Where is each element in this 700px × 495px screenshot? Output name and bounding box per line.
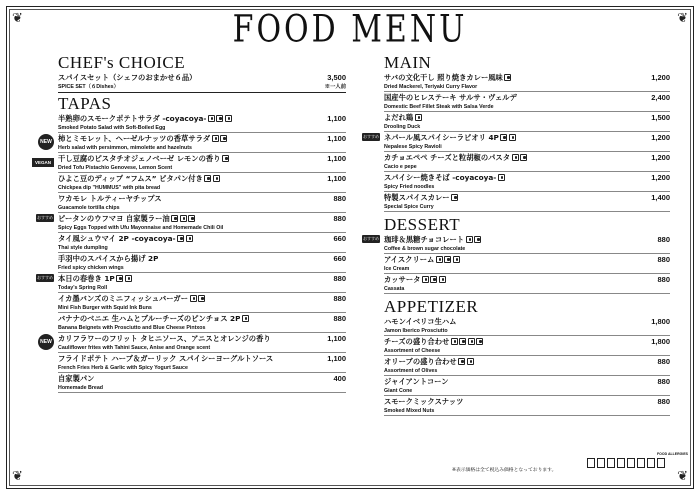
menu-item — [58, 253, 346, 273]
menu-item-name: よだれ鶏 — [384, 112, 414, 122]
menu-item-price: 660 — [333, 234, 346, 243]
allergen-icon — [430, 276, 437, 283]
menu-item — [384, 356, 670, 376]
menu-item — [384, 112, 670, 132]
menu-item — [384, 376, 670, 396]
chef-item-note: ※一人前 — [324, 84, 346, 90]
menu-item — [58, 113, 346, 133]
menu-item-name: スモークミックスナッツ — [384, 396, 464, 406]
menu-item-name: 干し豆腐のピスタチオジェノベーゼ レモンの香り — [58, 153, 221, 163]
menu-item-name: カッサータ — [384, 274, 421, 284]
allergen-icon — [208, 115, 215, 122]
menu-item-price: 880 — [657, 397, 670, 406]
menu-item-price: 660 — [333, 254, 346, 263]
chef-item-price: 3,500 — [327, 73, 346, 82]
menu-item-en: Banana Beignets with Prosciutto and Blue Cheese Pintxos — [58, 325, 206, 331]
menu-item-price: 1,200 — [651, 173, 670, 182]
menu-item — [58, 173, 346, 193]
menu-item — [58, 353, 346, 373]
menu-item-en: Homemade Bread — [58, 385, 104, 391]
menu-item — [58, 293, 346, 313]
menu-item-en: Spicy Fried noodles — [384, 184, 435, 190]
chef-item-en: SPICE SET（６Dishes） — [58, 84, 119, 90]
allergen-icon — [637, 458, 645, 468]
menu-item-name: アイスクリーム — [384, 254, 435, 264]
chef-item — [58, 72, 346, 83]
menu-item-en: Today's Spring Roll — [58, 285, 108, 291]
menu-item — [384, 72, 670, 92]
allergen-icon — [617, 458, 625, 468]
allergen-icon — [116, 275, 123, 282]
allergen-icon — [180, 215, 187, 222]
chef-item-name: スパイスセット（シェフのおまかせ６品） — [58, 72, 197, 82]
menu-item-price: 1,100 — [327, 334, 346, 343]
allergen-icon — [627, 458, 635, 468]
tax-note: ※表示価格は全て税込み価格となっております。 — [452, 468, 557, 473]
new-badge: NEW — [38, 334, 54, 350]
menu-item-name: 半熟卵のスモークポテトサラダ -coyacoya- — [58, 113, 207, 123]
menu-item — [384, 92, 670, 112]
allergen-icon — [500, 134, 507, 141]
allergen-icon — [458, 358, 465, 365]
menu-item-price: 880 — [657, 357, 670, 366]
allergen-icon — [213, 175, 220, 182]
tapas-heading: TAPAS — [58, 94, 112, 113]
new-badge: NEW — [38, 134, 54, 150]
menu-item — [34, 153, 346, 173]
menu-item-en: Giant Cone — [384, 388, 413, 394]
menu-item-price: 2,400 — [651, 93, 670, 102]
allergen-icon — [177, 235, 184, 242]
corner-ornament-icon: ❦ — [677, 469, 688, 484]
allergen-icon — [476, 338, 483, 345]
main-list — [362, 72, 670, 212]
allergen-icon — [225, 115, 232, 122]
menu-item-en: Assortment of Cheese — [384, 348, 441, 354]
menu-item — [384, 254, 670, 274]
main-heading: MAIN — [384, 53, 432, 72]
allergen-icon — [204, 175, 211, 182]
allergen-icon — [415, 114, 422, 121]
menu-item-name: スパイシー焼きそば -coyacoya- — [384, 172, 497, 182]
chefs-choice-heading: CHEF's CHOICE — [58, 53, 186, 72]
menu-item-name: タイ風シュウマイ 2P -coyacoya- — [58, 233, 176, 243]
menu-item — [384, 152, 670, 172]
menu-item-en: Jamon Iberico Prosciutto — [384, 328, 448, 334]
corner-ornament-icon: ❦ — [12, 469, 23, 484]
menu-item-name: ネパール風スパイシーラビオリ 4P — [384, 132, 499, 142]
allergen-icon — [171, 215, 178, 222]
menu-item-en: French Fries Herb & Garlic with Spicy Yogurt Sauce — [58, 365, 188, 371]
menu-item-en: Herb salad with persimmon, mimolette and hazelnuts — [58, 145, 192, 151]
menu-item — [58, 233, 346, 253]
allergen-icon — [587, 458, 595, 468]
menu-item-name: カチョエペペ チーズと粒胡椒のパスタ — [384, 152, 511, 162]
menu-item-name: 自家製パン — [58, 373, 95, 383]
menu-item-price: 1,800 — [651, 337, 670, 346]
menu-item-name: 手羽中のスパイスから揚げ 2P — [58, 253, 159, 263]
menu-item-en: Smoked Potato Salad with Soft-Boiled Egg — [58, 125, 166, 131]
menu-item-name: ピータンのウフマヨ 自家製ラー油 — [58, 213, 170, 223]
menu-item-en: Spicy Eggs Topped with Ufu Mayonnaise and Homemade Chili Oil — [58, 225, 224, 231]
allergen-icon — [597, 458, 605, 468]
allergy-legend — [587, 458, 665, 468]
menu-item-price: 1,100 — [327, 154, 346, 163]
allergen-icon — [467, 358, 474, 365]
recommend-badge: おすすめ — [362, 236, 380, 241]
appetizer-list — [384, 316, 670, 416]
recommend-badge: おすすめ — [36, 215, 54, 220]
appetizer-heading: APPETIZER — [384, 297, 479, 316]
chefs-choice-section — [58, 54, 346, 93]
menu-item — [384, 192, 670, 212]
menu-item-en: Cauliflower frites with Tahini Sauce, Anise and Orange scent — [58, 345, 211, 351]
tapas-list — [34, 113, 346, 393]
menu-item-price: 880 — [333, 214, 346, 223]
allergy-legend-title: FOOD ALLERGIES — [657, 452, 688, 456]
allergen-icon — [242, 315, 249, 322]
menu-item-price: 880 — [333, 294, 346, 303]
menu-item-en: Dried Tofu Pistachio Genovese, Lemon Scent — [58, 165, 173, 171]
allergen-icon — [198, 295, 205, 302]
menu-item — [362, 234, 670, 254]
menu-item-price: 1,100 — [327, 354, 346, 363]
menu-item-price: 1,200 — [651, 133, 670, 142]
menu-item-en: Coffee & brown sugar chocolate — [384, 246, 466, 252]
allergen-icon — [444, 256, 451, 263]
menu-item-price: 880 — [657, 235, 670, 244]
menu-item — [384, 336, 670, 356]
allergen-icon — [439, 276, 446, 283]
menu-item-name: ハモンイベリコ生ハム — [384, 316, 457, 326]
allergen-icon — [222, 155, 229, 162]
menu-item-name: イカ墨バンズのミニフィッシュバーガー — [58, 293, 189, 303]
menu-item — [58, 313, 346, 333]
menu-item-price: 880 — [333, 274, 346, 283]
allergen-icon — [657, 458, 665, 468]
allergen-icon — [436, 256, 443, 263]
menu-item-name: 特製スパイスカレー — [384, 192, 450, 202]
menu-item-name: オリーブの盛り合わせ — [384, 356, 457, 366]
allergen-icon — [504, 74, 511, 81]
corner-ornament-icon: ❦ — [677, 11, 688, 26]
menu-item-price: 1,200 — [651, 153, 670, 162]
menu-item — [36, 213, 346, 233]
menu-item-name: ワカモレ トルティーヤチップス — [58, 193, 162, 203]
menu-item-price: 880 — [657, 255, 670, 264]
menu-item-price: 1,800 — [651, 317, 670, 326]
menu-item-en: Fried spicy chicken wings — [58, 265, 124, 271]
page-title: FOOD MENU — [232, 7, 468, 52]
menu-item-price: 1,100 — [327, 174, 346, 183]
allergen-icon — [647, 458, 655, 468]
menu-item-en: Smoked Mixed Nuts — [384, 408, 435, 414]
menu-item-en: Special Spice Curry — [384, 204, 434, 210]
menu-item-name: ジャイアントコーン — [384, 376, 449, 386]
menu-item-name: カリフラワーのフリット タヒニソース、アニスとオレンジの香り — [58, 333, 271, 343]
menu-item-en: Mini Fish Burger with Squid Ink Buns — [58, 305, 152, 311]
menu-item — [384, 396, 670, 416]
menu-item — [58, 373, 346, 393]
allergen-icon — [190, 295, 197, 302]
allergen-icon — [474, 236, 481, 243]
allergen-icon — [212, 135, 219, 142]
allergen-icon — [498, 174, 505, 181]
menu-item-en: Cassata — [384, 286, 405, 292]
allergen-icon — [607, 458, 615, 468]
allergen-icon — [520, 154, 527, 161]
menu-item-price: 1,200 — [651, 73, 670, 82]
menu-item-name: 本日の春巻き 1P — [58, 273, 115, 283]
menu-item-name: チーズの盛り合わせ — [384, 336, 450, 346]
menu-item-price: 880 — [333, 314, 346, 323]
allergen-icon — [468, 338, 475, 345]
menu-item — [40, 333, 346, 353]
menu-item-en: Thai style dumpling — [58, 245, 108, 251]
menu-item-price: 880 — [333, 194, 346, 203]
menu-item-price: 400 — [333, 374, 346, 383]
menu-item — [58, 193, 346, 213]
menu-item — [384, 274, 670, 294]
dessert-heading: DESSERT — [384, 215, 461, 234]
menu-item-name: ひよこ豆のディップ “フムス” ピタパン付き — [58, 173, 203, 183]
dessert-list — [362, 234, 670, 294]
menu-item-price: 1,100 — [327, 134, 346, 143]
recommend-badge: おすすめ — [36, 275, 54, 280]
vegan-badge: VEGAN — [32, 158, 54, 167]
menu-item-name: バナナのベニエ 生ハムとブルーチーズのピンチョス 2P — [58, 313, 241, 323]
allergen-icon — [188, 215, 195, 222]
menu-item-name: 柿とミモレット、ヘーゼルナッツの香草サラダ — [58, 133, 211, 143]
menu-item-name: 国産牛のヒレステーキ サルサ・ヴェルデ — [384, 92, 517, 102]
menu-item-price: 880 — [657, 377, 670, 386]
menu-item — [40, 133, 346, 153]
menu-item-price: 1,100 — [327, 114, 346, 123]
menu-item-price: 1,400 — [651, 193, 670, 202]
allergen-icon — [512, 154, 519, 161]
menu-item — [384, 316, 670, 336]
menu-item-en: Ice Cream — [384, 266, 410, 272]
corner-ornament-icon: ❦ — [12, 11, 23, 26]
menu-item-en: Nepalese Spicy Ravioli — [384, 144, 442, 150]
menu-item-en: Drooling Duck — [384, 124, 421, 130]
allergen-icon — [466, 236, 473, 243]
allergen-icon — [453, 256, 460, 263]
menu-item-en: Dried Mackerel, Teriyaki Curry Flavor — [384, 84, 478, 90]
menu-item-en: Domestic Beef Fillet Steak with Salsa Verde — [384, 104, 494, 110]
menu-item-en: Guacamole tortilla chips — [58, 205, 120, 211]
menu-item — [36, 273, 346, 293]
menu-item-name: 珈琲＆黒糖チョコレート — [384, 234, 465, 244]
right-column — [362, 52, 670, 416]
recommend-badge: おすすめ — [362, 134, 380, 139]
allergen-icon — [459, 338, 466, 345]
menu-item-price: 880 — [657, 275, 670, 284]
menu-item — [384, 172, 670, 192]
menu-item — [362, 132, 670, 152]
allergen-icon — [220, 135, 227, 142]
menu-item-en: Cacio e pepe — [384, 164, 417, 170]
allergen-icon — [451, 338, 458, 345]
menu-item-name: フライドポテト ハーブ＆ガーリック スパイシーヨーグルトソース — [58, 353, 274, 363]
allergen-icon — [216, 115, 223, 122]
menu-item-en: Chickpea dip "HUMMUS" with pita bread — [58, 185, 161, 191]
left-column — [34, 52, 346, 393]
allergen-icon — [509, 134, 516, 141]
allergen-icon — [125, 275, 132, 282]
menu-item-name: サバの文化干し 照り焼きカレー風味 — [384, 72, 503, 82]
allergen-icon — [186, 235, 193, 242]
allergen-icon — [451, 194, 458, 201]
allergen-icon — [422, 276, 429, 283]
menu-item-en: Assortment of Olives — [384, 368, 438, 374]
menu-item-price: 1,500 — [651, 113, 670, 122]
